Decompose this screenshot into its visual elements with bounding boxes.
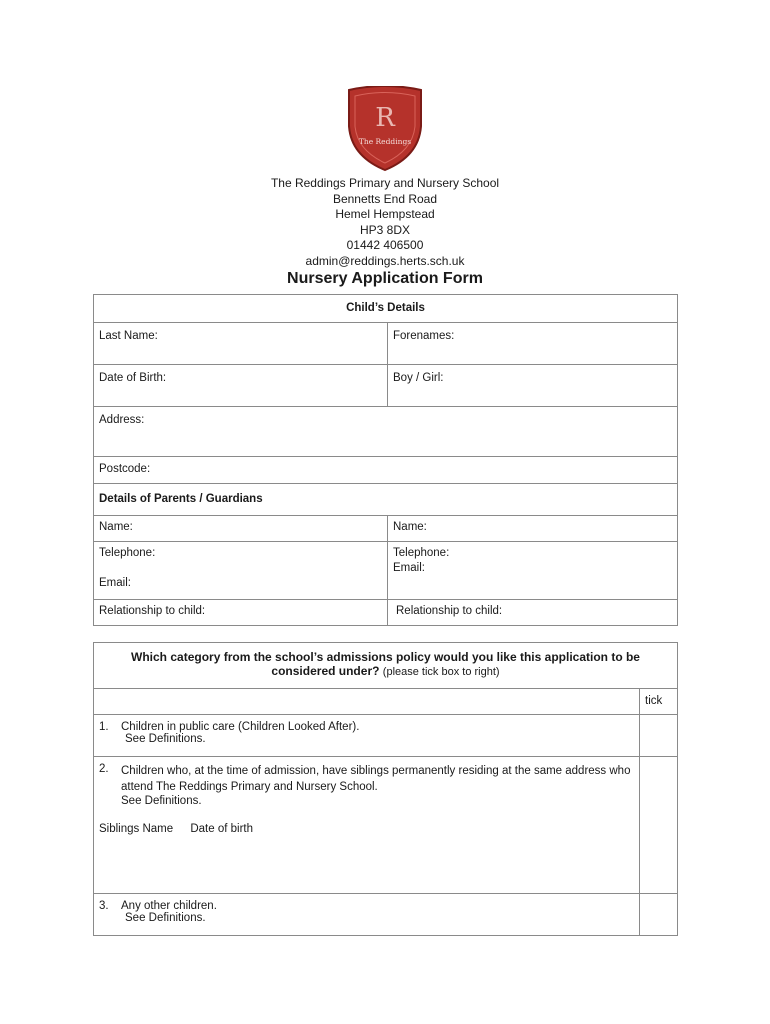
category-item-3 xyxy=(94,894,640,936)
parents-details-heading: Details of Parents / Guardians xyxy=(94,484,678,516)
parent-1-name-field[interactable]: Name: xyxy=(94,516,388,542)
gender-field[interactable]: Boy / Girl: xyxy=(388,365,678,407)
category-header-blank xyxy=(94,689,640,715)
siblings-name-label: Siblings Name xyxy=(99,823,174,835)
category-item-3-text: Any other children. xyxy=(121,900,217,912)
school-crest-logo xyxy=(345,86,425,172)
parent-2-name-field[interactable]: Name: xyxy=(388,516,678,542)
category-item-2-num: 2. xyxy=(99,763,109,775)
siblings-dob-label: Date of birth xyxy=(190,823,254,835)
school-town: Hemel Hempstead xyxy=(335,207,435,222)
details-table xyxy=(93,294,678,626)
school-phone: 01442 406500 xyxy=(346,238,424,253)
siblings-row[interactable] xyxy=(99,823,634,835)
category-item-1-note: See Definitions. xyxy=(125,733,206,745)
category-3-tick-box[interactable] xyxy=(640,894,678,936)
category-item-2-text: Children who, at the time of admission, have siblings permanently residing at the same address who attend The Reddings Primary and Nursery School. xyxy=(121,765,631,793)
svg-text:The Reddings: The Reddings xyxy=(358,137,412,146)
school-name: The Reddings Primary and Nursery School xyxy=(270,176,500,190)
category-item-1-text: Children in public care (Children Looked After). xyxy=(121,721,360,733)
date-of-birth-field[interactable]: Date of Birth: xyxy=(94,365,388,407)
last-name-field[interactable]: Last Name: xyxy=(94,323,388,365)
school-email: admin@reddings.herts.sch.uk xyxy=(305,253,465,268)
svg-text:R: R xyxy=(375,103,395,133)
parent-2-email-label: Email: xyxy=(393,562,425,574)
parent-1-email-label: Email: xyxy=(99,577,131,589)
tick-column-header: tick xyxy=(640,689,678,715)
category-item-1-num: 1. xyxy=(99,721,109,733)
school-street: Bennetts End Road xyxy=(332,191,438,206)
category-1-tick-box[interactable] xyxy=(640,715,678,757)
postcode-field[interactable]: Postcode: xyxy=(94,457,678,484)
school-address-block xyxy=(0,176,770,270)
category-table xyxy=(93,642,678,936)
category-item-3-note: See Definitions. xyxy=(125,912,206,924)
category-2-tick-box[interactable] xyxy=(640,757,678,894)
forenames-field[interactable]: Forenames: xyxy=(388,323,678,365)
category-item-3-num: 3. xyxy=(99,900,109,912)
school-postcode: HP3 8DX xyxy=(359,222,411,237)
parent-1-telephone-label: Telephone: xyxy=(99,547,156,559)
address-field[interactable]: Address: xyxy=(94,407,678,457)
category-question: Which category from the school’s admissions policy would you like this application to be considered under? xyxy=(131,650,640,678)
form-title: Nursery Application Form xyxy=(287,270,483,287)
category-instruction: (please tick box to right) xyxy=(382,666,500,678)
category-item-2 xyxy=(94,757,640,894)
parent-2-relationship-field[interactable]: Relationship to child: xyxy=(388,600,678,626)
child-details-heading: Child’s Details xyxy=(94,295,678,323)
category-item-2-note: See Definitions. xyxy=(121,795,202,807)
parent-1-relationship-field[interactable]: Relationship to child: xyxy=(94,600,388,626)
parent-1-contact-cell[interactable] xyxy=(94,542,388,600)
parent-2-telephone-label: Telephone: xyxy=(393,547,450,559)
parent-2-contact-cell[interactable] xyxy=(388,542,678,600)
category-question-cell xyxy=(94,643,678,689)
category-item-1 xyxy=(94,715,640,757)
